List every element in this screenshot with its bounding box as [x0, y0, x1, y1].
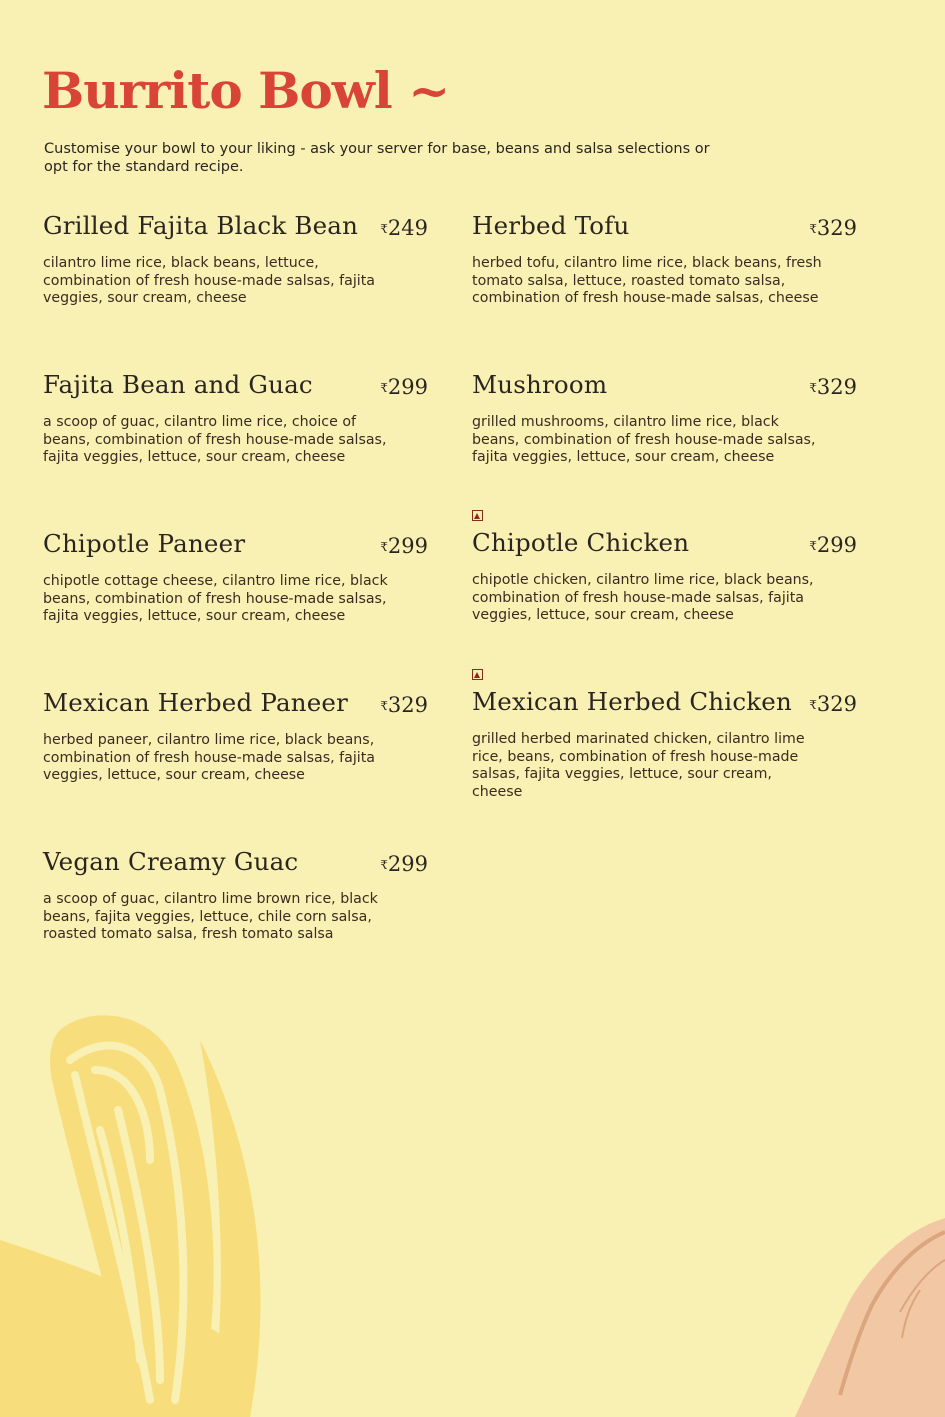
- item-name: Chipotle Chicken: [472, 528, 690, 557]
- item-price: ₹299: [809, 533, 857, 557]
- rupee-icon: ₹: [809, 222, 817, 236]
- item-price: ₹299: [380, 375, 428, 399]
- rupee-icon: ₹: [380, 699, 388, 713]
- item-description: grilled herbed marinated chicken, cilantro lime rice, beans, combination of fresh house-made salsas, fajita veggies, lettuce, sour cream, cheese: [472, 731, 805, 800]
- non-veg-icon: [472, 510, 483, 521]
- item-description: a scoop of guac, cilantro lime brown rice, black beans, fajita veggies, lettuce, chile corn salsa, roasted tomato salsa, fresh tomato salsa: [43, 891, 378, 943]
- menu-item: [43, 688, 428, 785]
- item-name: Herbed Tofu: [472, 211, 630, 240]
- item-description: chipotle cottage cheese, cilantro lime rice, black beans, combination of fresh house-made salsas, fajita veggies, lettuce, sour cream, cheese: [43, 573, 388, 625]
- menu-item: [43, 370, 428, 467]
- menu-title: Burrito Bowl ~: [42, 61, 450, 120]
- menu-item: [43, 211, 428, 308]
- item-name: Grilled Fajita Black Bean: [43, 211, 359, 240]
- non-veg-icon: [472, 669, 483, 680]
- rupee-icon: ₹: [809, 381, 817, 395]
- item-description: grilled mushrooms, cilantro lime rice, black beans, combination of fresh house-made salsas, fajita veggies, lettuce, sour cream, cheese: [472, 414, 816, 466]
- item-description: herbed paneer, cilantro lime rice, black beans, combination of fresh house-made salsas, fajita veggies, lettuce, sour cream, cheese: [43, 732, 375, 784]
- item-description: herbed tofu, cilantro lime rice, black beans, fresh tomato salsa, lettuce, roasted tomato salsa, combination of fresh house-made salsas, cheese: [472, 255, 822, 307]
- menu-item: [472, 687, 857, 801]
- item-description: cilantro lime rice, black beans, lettuce, combination of fresh house-made salsas, fajita veggies, sour cream, cheese: [43, 255, 375, 307]
- item-name: Mexican Herbed Paneer: [43, 688, 349, 717]
- item-price: ₹299: [380, 852, 428, 876]
- item-description: a scoop of guac, cilantro lime rice, choice of beans, combination of fresh house-made salsas, fajita veggies, lettuce, sour cream, cheese: [43, 414, 387, 466]
- rupee-icon: ₹: [380, 222, 388, 236]
- menu-item: [472, 211, 857, 308]
- item-price: ₹249: [380, 216, 428, 240]
- rupee-icon: ₹: [380, 381, 388, 395]
- item-name: Vegan Creamy Guac: [43, 847, 299, 876]
- item-name: Chipotle Paneer: [43, 529, 246, 558]
- item-price: ₹329: [809, 692, 857, 716]
- rupee-icon: ₹: [380, 858, 388, 872]
- item-price: ₹299: [380, 534, 428, 558]
- item-description: chipotle chicken, cilantro lime rice, black beans, combination of fresh house-made salsas, fajita veggies, lettuce, sour cream, cheese: [472, 572, 814, 624]
- item-price: ₹329: [809, 216, 857, 240]
- item-name: Fajita Bean and Guac: [43, 370, 313, 399]
- menu-item: [43, 529, 428, 626]
- rupee-icon: ₹: [809, 539, 817, 553]
- menu-item: [472, 370, 857, 467]
- menu-intro: Customise your bowl to your liking - ask your server for base, beans and salsa selections or opt for the standard recipe.: [44, 141, 710, 175]
- menu-item: [43, 847, 428, 944]
- item-name: Mushroom: [472, 370, 608, 399]
- item-price: ₹329: [809, 375, 857, 399]
- rupee-icon: ₹: [809, 698, 817, 712]
- menu-item: [472, 528, 857, 625]
- item-price: ₹329: [380, 693, 428, 717]
- item-name: Mexican Herbed Chicken: [472, 687, 792, 716]
- rupee-icon: ₹: [380, 540, 388, 554]
